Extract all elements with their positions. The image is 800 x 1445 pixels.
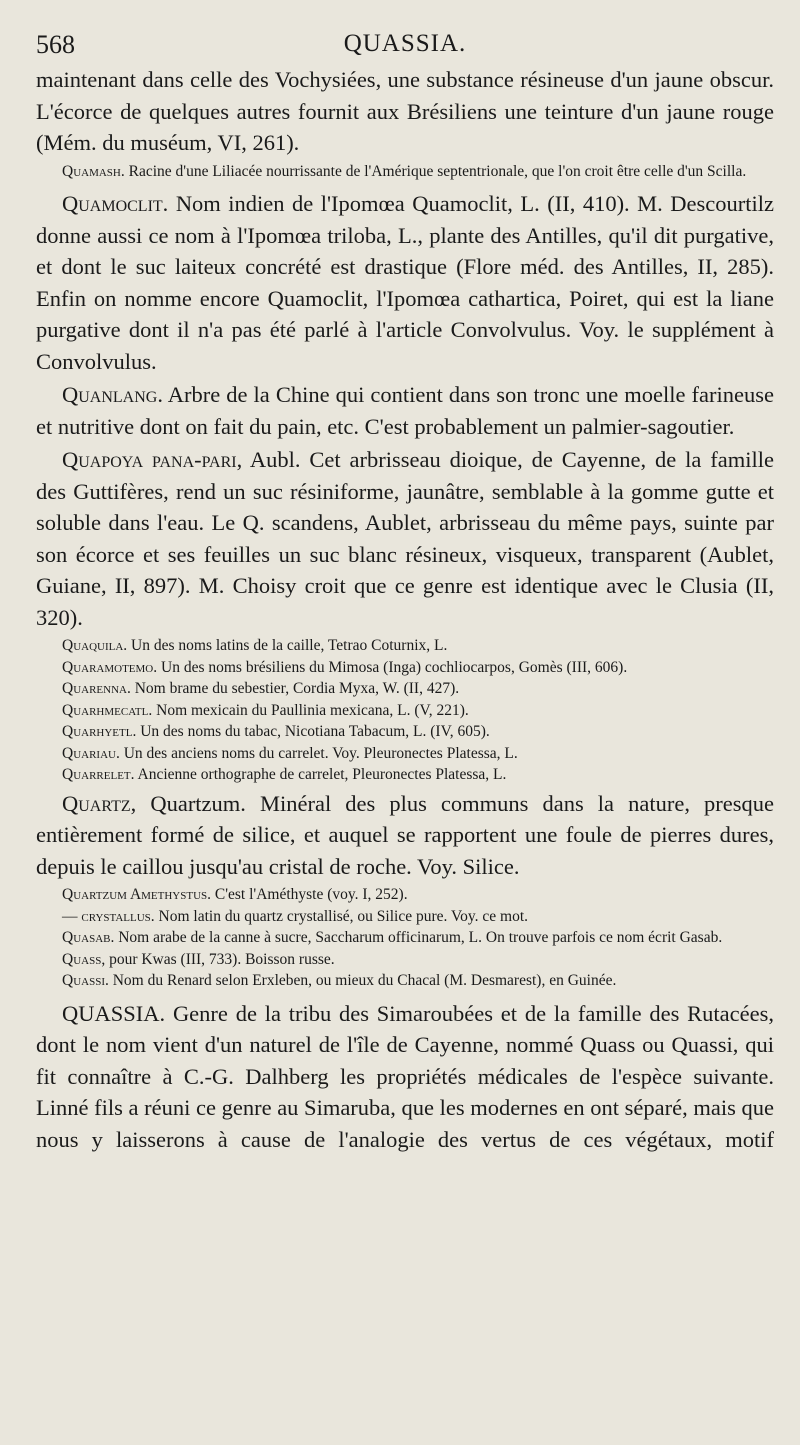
entry-headword: — crystallus. — [62, 907, 155, 925]
entry-text: Arbre de la Chine qui contient dans son tronc une moelle farineuse et nutritive dont on fait du pain, etc. C'est probablement un palmier-sagoutier. — [36, 382, 774, 439]
entry-quass — [36, 949, 774, 971]
entry-headword: Quanlang. — [62, 382, 163, 407]
entry-text: Un des noms du tabac, Nicotiana Tabacum, L. (IV, 605). — [140, 723, 490, 740]
entry-text: Nom du Renard selon Erxleben, ou mieux du Chacal (M. Desmarest), en Guinée. — [112, 972, 617, 989]
entry-text: Racine d'une Liliacée nourrissante de l'Amérique septentrionale, que l'on croit être celle d'un Scilla. — [128, 162, 747, 180]
entry-quaquila — [36, 635, 774, 657]
entry-text: Nom latin du quartz crystallisé, ou Silice pure. Voy. ce mot. — [158, 907, 529, 925]
entry-headword: Quarhyetl. — [62, 723, 137, 740]
entry-quarhmecatl — [36, 700, 774, 722]
entry-text: Un des noms brésiliens du Mimosa (Inga) cochliocarpos, Gomès (III, 606). — [161, 658, 628, 676]
entry-text: Genre de la tribu des Simaroubées et de la famille des Rutacées, dont le nom vient d'un naturel de l'île de Cayenne, nommé Quass ou Quassi, qui fit connaître à C.-G. Dalhberg les propriétés médicales de l'espèce suivante. Linné fils a réuni ce genre au Simaruba, que les modernes en ont séparé, mais que nous y laisserons à cause de l'analogie des vertus de ces végétaux, motif — [36, 1000, 775, 1152]
entry-continuation: maintenant dans celle des Vochysiées, une substance résineuse d'un jaune obscur. L'écorce de quelques autres fournit aux Brésiliens une teinture d'un jaune rouge (Mém. du muséum, VI, 261). — [36, 67, 774, 155]
entry-headword: Quaramotemo. — [62, 658, 158, 676]
entry-quarrelet — [36, 764, 774, 786]
entry-headword: Quartz, — [62, 790, 137, 816]
entry-quariau — [36, 743, 774, 765]
entry-quassi — [36, 970, 774, 992]
entry-text: Nom indien de l'Ipomœa Quamoclit, L. (II, 410). M. Descourtilz donne aussi ce nom à l'Ipomœa triloba, L., plante des Antilles, qu'il dit purgative, et dont le suc laiteux concrété est drastique (Flore méd. des Antilles, II, 285). Enfin on nomme encore Quamoclit, l'Ipomœa cathartica, Poiret, qui est la liane purgative dont il n'a pas été parlé à l'article Convolvulus. Voy. le supplément à Convolvulus. — [36, 191, 775, 374]
page-header — [36, 30, 774, 64]
entry-text: Un des noms latins de la caille, Tetrao Coturnix, L. — [131, 637, 448, 654]
entry-quamash — [36, 161, 774, 183]
entry-quarenna — [36, 678, 774, 700]
entry-quartz — [36, 788, 774, 883]
running-head: QUASSIA. — [343, 30, 467, 57]
entry-text: Nom brame du sebestier, Cordia Myxa, W. (II, 427). — [134, 680, 460, 697]
entry-headword: Quarrelet. — [62, 766, 135, 783]
entry-text: pour Kwas (III, 733). Boisson russe. — [109, 950, 335, 968]
entry-text: Un des anciens noms du carrelet. Voy. Pleuronectes Platessa, L. — [123, 744, 518, 762]
entry-text: Ancienne orthographe de carrelet, Pleuronectes Platessa, L. — [137, 766, 507, 783]
entry-quartzum-amethystus — [36, 884, 774, 906]
entry-headword: Quapoya pana-pari, — [62, 447, 243, 472]
entry-headword: Quamash. — [62, 162, 125, 180]
entry-headword: Quaquila. — [62, 637, 128, 654]
entry-headword: Quassi. — [62, 972, 109, 989]
entry-quapoya — [36, 444, 774, 633]
entry-quassia — [36, 998, 774, 1156]
entry-quasab — [36, 927, 774, 949]
entry-headword: Quarhmecatl. — [62, 701, 153, 719]
entry-headword: Quartzum Amethystus. — [62, 886, 212, 903]
entry-headword: QUASSIA. — [62, 1000, 166, 1026]
entry-quanlang — [36, 379, 774, 442]
entry-quaramotemo — [36, 657, 774, 679]
entry-quartzum-crystallus — [36, 906, 774, 928]
entry-text: Nom arabe de la canne à sucre, Saccharum officinarum, L. On trouve parfois ce nom écrit Gasab. — [118, 929, 723, 946]
entry-text: Nom mexicain du Paullinia mexicana, L. (V, 221). — [156, 701, 469, 719]
entry-quarhyetl — [36, 721, 774, 743]
entry-text: Aubl. Cet arbrisseau dioique, de Cayenne, de la famille des Guttifères, rend un suc résiniforme, jaunâtre, semblable à la gomme gutte et soluble dans l'eau. Le Q. scandens, Aublet, arbrisseau du même pays, suinte par son écorce et ses feuilles un suc blanc résineux, visqueux, transparent (Aublet, Guiane, II, 897). M. Choisy croit que ce genre est identique avec le Clusia (II, 320). — [36, 447, 775, 630]
page-number: 568 — [36, 30, 75, 59]
entry-headword: Quariau. — [62, 744, 120, 762]
entry-text: C'est l'Améthyste (voy. I, 252). — [214, 886, 408, 903]
entry-headword: Quasab. — [62, 929, 115, 946]
entry-quamoclit — [36, 188, 774, 377]
entry-headword: Quamoclit. — [62, 191, 169, 216]
entry-headword: Quarenna. — [62, 680, 131, 697]
entry-text: Quartzum. Minéral des plus communs dans la nature, presque entièrement formé de silice, et auquel se rapportent une foule de pierres dures, depuis le caillou jusqu'au cristal de roche. Voy. Silice. — [36, 790, 775, 879]
entry-headword: Quass, — [62, 950, 106, 968]
